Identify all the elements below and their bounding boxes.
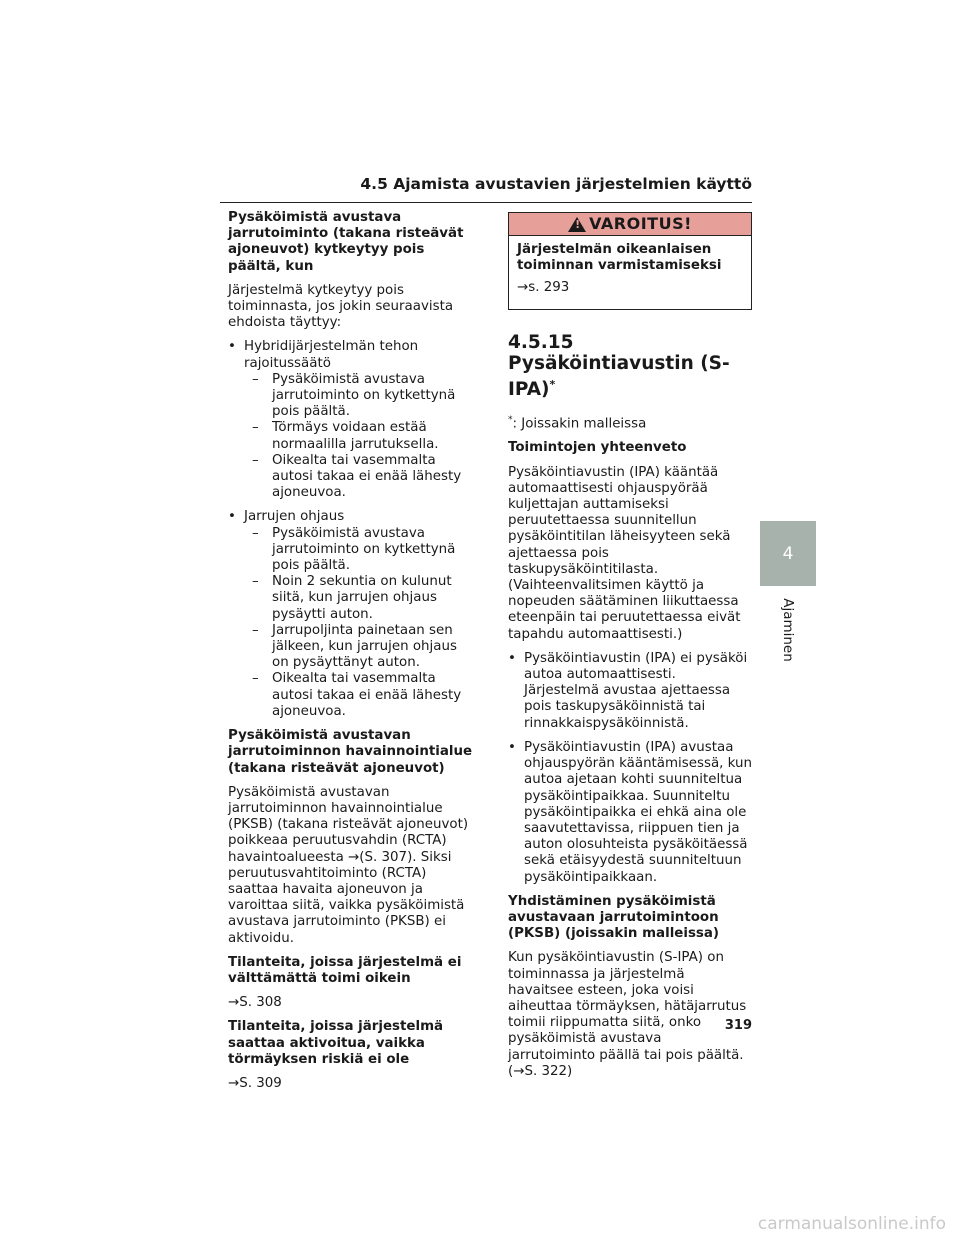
bullet-power-limit	[228, 339, 476, 501]
bullet-text: Hybridijärjestelmän tehon rajoitussäätö	[244, 339, 419, 371]
warning-box	[508, 212, 752, 310]
chapter-number: 4	[782, 543, 794, 564]
header-rule	[220, 202, 752, 203]
sub-item-text: Oikealta tai vasemmalta autosi takaa ei enää lähesty ajoneuvoa.	[272, 671, 462, 719]
sub-item: – Oikealta tai vasemmalta autosi takaa ei enää lähesty ajoneuvoa.	[252, 452, 462, 501]
paragraph-detection-area: Pysäköimistä avustavan jarrutoiminnon havainnointialue (PKSB) (takana risteävät ajoneuvot) poikkeaa peruutusvahdin (RCTA) havaintoalueesta →(S. 307). Siksi peruutusvahtitoiminto (RCTA) saattaa havaita ajoneuvon ja varoittaa siitä, vaikka pysäköimistä avustava jarrutoiminto (PKSB) ei aktivoidu.	[228, 784, 469, 946]
section-asterisk: *	[549, 377, 556, 391]
warning-triangle-icon	[568, 217, 586, 232]
warning-title: VAROITUS!	[589, 213, 692, 233]
section-title-text: 4.5.15 Pysäköintiavustin (S-IPA)	[508, 331, 730, 400]
sub-item-text: Pysäköimistä avustava jarrutoiminto on kytkettynä pois päältä.	[272, 371, 456, 420]
model-note	[508, 412, 752, 433]
paragraph-pksb-link: Kun pysäköintiavustin (S-IPA) on toiminnassa ja järjestelmä havaitsee esteen, joka voisi aiheuttaa törmäyksen, hätäjarrutus toimii riippumatta siitä, onko pysäköimistä avustava jarrutoiminto päällä tai pois päältä. (→S. 322)	[508, 950, 747, 1079]
right-column	[508, 212, 752, 1088]
page-reference[interactable]: →S. 309	[228, 1075, 282, 1091]
section-title	[508, 332, 752, 400]
bullet-item	[508, 651, 752, 732]
heading-pksb-off: Pysäköimistä avustava jarrutoiminto (takana risteävät ajoneuvot) kytkeytyy pois päältä, kun	[228, 210, 464, 274]
chapter-label	[766, 590, 810, 670]
sub-item-text: Jarrupoljinta painetaan sen jälkeen, kun jarrujen ohjaus on pysäyttänyt auton.	[272, 622, 457, 671]
sub-item: – Noin 2 sekuntia on kulunut siitä, kun jarrujen ohjaus pysäytti auton.	[252, 574, 452, 622]
page-reference[interactable]: →S. 308	[228, 995, 282, 1011]
note-asterisk: *	[508, 414, 513, 425]
sub-item: – Pysäköimistä avustava jarrutoiminto on kytkettynä pois päältä.	[252, 371, 456, 420]
warning-reference[interactable]: →s. 293	[517, 280, 570, 296]
sub-item-text: Pysäköimistä avustava jarrutoiminto on kytkettynä pois päältä.	[272, 525, 456, 574]
page-number: 319	[724, 1018, 752, 1033]
paragraph-system-off: Järjestelmä kytkeytyy pois toiminnasta, jos jokin seuraavista ehdoista täyttyy:	[228, 282, 454, 331]
bullet-brake-control	[228, 509, 476, 720]
bullet-dot: •	[508, 739, 516, 755]
sub-item-text: Oikealta tai vasemmalta autosi takaa ei enää lähesty ajoneuvoa.	[272, 452, 462, 501]
watermark: carmanualsonline.info	[757, 1214, 946, 1234]
bullet-text: Jarrujen ohjaus	[244, 509, 345, 525]
left-column	[228, 210, 476, 1100]
heading-pksb-link: Yhdistäminen pysäköimistä avustavaan jarrutoimintoon (PKSB) (joissakin malleissa)	[508, 893, 720, 942]
heading-may-activate: Tilanteita, joissa järjestelmä saattaa aktivoitua, vaikka törmäyksen riskiä ei ole	[228, 1019, 444, 1067]
bullet-dot: •	[508, 650, 516, 666]
sub-item: – Pysäköimistä avustava jarrutoiminto on kytkettynä pois päältä.	[252, 525, 456, 574]
heading-detection-area: Pysäköimistä avustavan jarrutoiminnon havainnointialue (takana risteävät ajoneuvot)	[228, 728, 473, 776]
sub-item-text: Törmäys voidaan estää normaalilla jarrutuksella.	[272, 420, 439, 452]
chapter-tab[interactable]	[760, 521, 816, 586]
bullet-text: Pysäköintiavustin (IPA) avustaa ohjauspyörän kääntämisessä, kun autoa ajetaan kohti suunniteltua pysäköintipaikkaa. Suunniteltu pysäköintipaikka ei ehkä aina ole saavutettavissa, riippuen tien ja auton olosuhteista pysäköitäessä sekä etäisyydestä suunniteltuun pysäköintipaikkaan.	[524, 739, 752, 885]
running-header: 4.5 Ajamista avustavien järjestelmien käyttö	[360, 175, 752, 193]
chapter-label-text: Ajaminen	[780, 598, 797, 662]
heading-may-not-work: Tilanteita, joissa järjestelmä ei välttämättä toimi oikein	[228, 954, 462, 986]
paragraph-summary: Pysäköintiavustin (IPA) kääntää automaattisesti ohjauspyörää kuljettajan auttamiseksi peruutettaessa suunnitellun pysäköintitilan läheisyyteen sekä ajettaessa pois taskupysäköintitilasta. (Vaihteenvalitsimen käyttö ja nopeuden säätäminen liikuttaessa eteenpäin tai peruutettaessa eivät tapahdu automaattisesti.)	[508, 464, 741, 642]
sub-item: – Jarrupoljinta painetaan sen jälkeen, kun jarrujen ohjaus on pysäyttänyt auton.	[252, 622, 457, 671]
bullet-text: Pysäköintiavustin (IPA) ei pysäköi autoa automaattisesti. Järjestelmä avustaa ajettaessa pois taskupysäköinnistä tai rinnakkaispysäköinnistä.	[524, 650, 748, 731]
warning-heading: Järjestelmän oikeanlaisen toiminnan varmistamiseksi	[517, 242, 722, 274]
heading-summary: Toimintojen yhteenveto	[508, 440, 687, 456]
bullet-item	[508, 740, 752, 886]
sub-item-text: Noin 2 sekuntia on kulunut siitä, kun jarrujen ohjaus pysäytti auton.	[272, 574, 452, 622]
sub-item: – Oikealta tai vasemmalta autosi takaa ei enää lähesty ajoneuvoa.	[252, 671, 462, 719]
warning-body	[509, 236, 751, 309]
sub-item: – Törmäys voidaan estää normaalilla jarrutuksella.	[252, 420, 439, 452]
model-note-text: : Joissakin malleissa	[512, 416, 647, 432]
warning-title-bar	[509, 213, 751, 236]
